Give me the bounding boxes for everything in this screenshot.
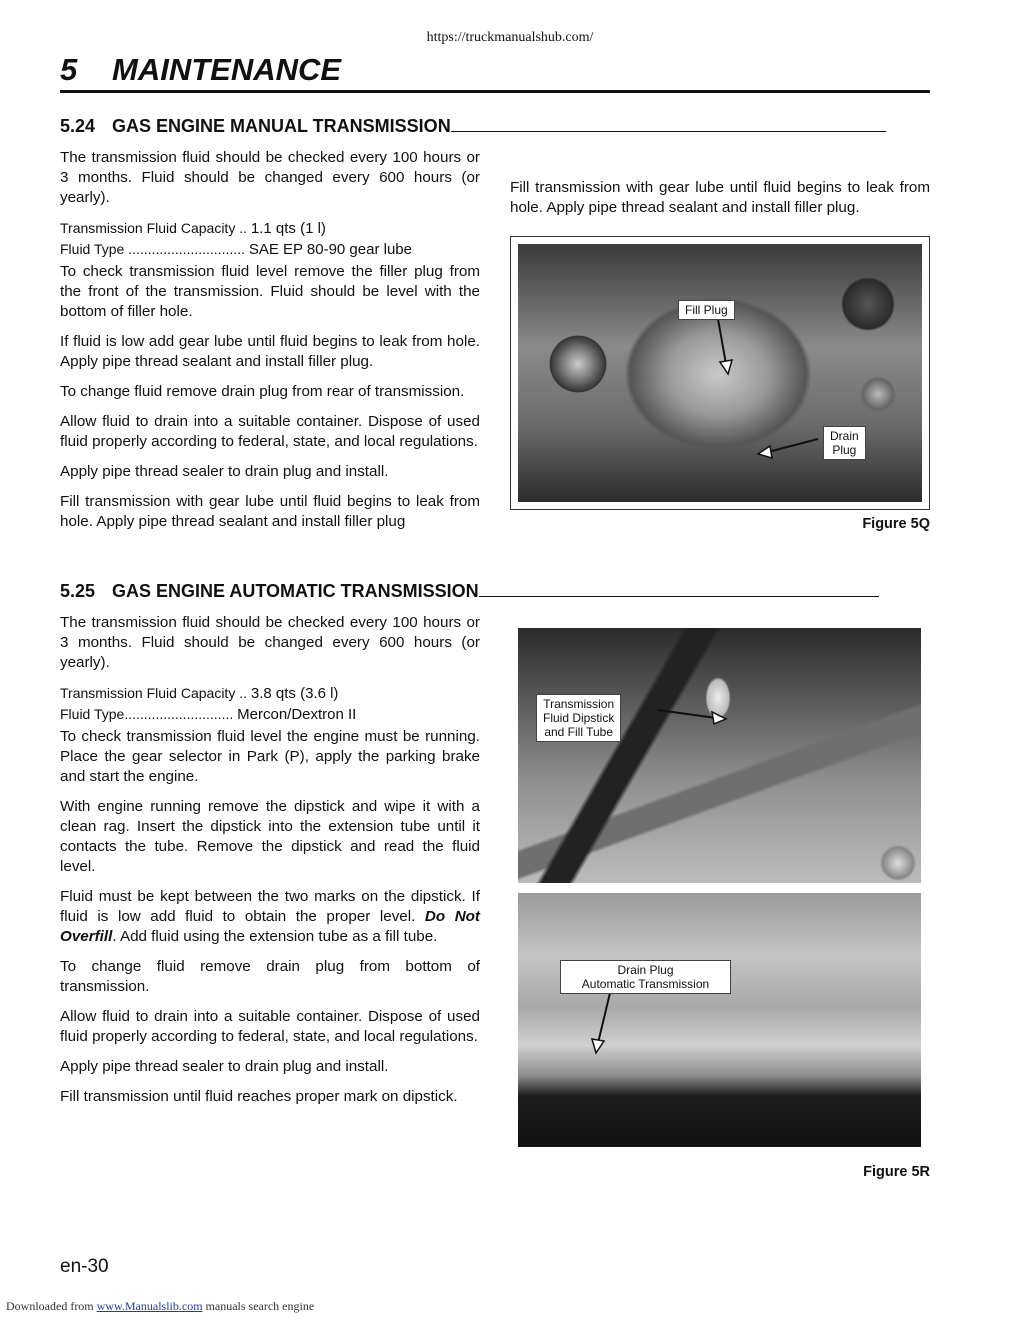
callout-dipstick bbox=[536, 694, 621, 742]
manual-transmission-photo bbox=[518, 244, 922, 502]
callout-drain-plug bbox=[823, 426, 866, 460]
spec-fluid-type bbox=[60, 704, 480, 725]
callout-line: Fluid Dipstick bbox=[543, 711, 615, 725]
text-run: . Add fluid using the extension tube as a fill tube. bbox=[112, 928, 438, 945]
spec-label: Fluid Type .............................. bbox=[60, 241, 245, 257]
emphasis-do-not-overfill: Do Not Overfill bbox=[60, 908, 480, 945]
section-5-24-heading bbox=[60, 116, 886, 137]
callout-line: Automatic Transmission bbox=[581, 977, 710, 991]
spec-label: Transmission Fluid Capacity .. bbox=[60, 220, 247, 236]
spec-fluid-type bbox=[60, 239, 480, 260]
spec-value: 1.1 qts (1 l) bbox=[250, 220, 326, 237]
section-number: 5.24 bbox=[60, 116, 96, 136]
footer-suffix: manuals search engine bbox=[202, 1299, 315, 1313]
callout-drain-plug-automatic bbox=[560, 960, 731, 994]
paragraph: To check transmission fluid level remove the filler plug from the front of the transmission. Fluid should be level with the bottom of filler hole. bbox=[60, 263, 480, 320]
page-number: en-30 bbox=[60, 1256, 109, 1277]
paragraph: To change fluid remove drain plug from rear of transmission. bbox=[60, 383, 465, 400]
section-number: 5.25 bbox=[60, 581, 96, 601]
chapter-title: MAINTENANCE bbox=[112, 52, 342, 87]
paragraph: Fill transmission with gear lube until fluid begins to leak from hole. Apply pipe thread sealant and install filler plug bbox=[60, 493, 480, 530]
paragraph: To check transmission fluid level the engine must be running. Place the gear selector in Park (P), apply the parking brake and start the engine. bbox=[60, 728, 480, 785]
chapter-rule bbox=[60, 90, 930, 93]
header-url: https://truckmanualshub.com/ bbox=[426, 30, 594, 45]
spec-list bbox=[60, 683, 480, 725]
spec-capacity bbox=[60, 683, 480, 704]
figure-5q-frame bbox=[510, 236, 930, 510]
footer-link[interactable]: www.Manualslib.com bbox=[96, 1299, 203, 1313]
figure-5q-caption: Figure 5Q bbox=[862, 516, 930, 532]
section-title: GAS ENGINE MANUAL TRANSMISSION bbox=[112, 116, 451, 136]
chapter-heading bbox=[60, 52, 341, 88]
footer bbox=[6, 1299, 314, 1314]
footer-prefix: Downloaded from bbox=[6, 1299, 97, 1313]
section-title: GAS ENGINE AUTOMATIC TRANSMISSION bbox=[112, 581, 479, 601]
section-5-25-heading bbox=[60, 581, 879, 602]
callout-line: Transmission bbox=[543, 697, 615, 711]
dipstick-photo bbox=[518, 628, 921, 883]
spec-label: Fluid Type............................ bbox=[60, 706, 234, 722]
heading-underline bbox=[479, 582, 879, 597]
figure-5r-top-arrow bbox=[518, 628, 921, 883]
paragraph: The transmission fluid should be checked every 100 hours or 3 months. Fluid should be changed every 600 hours (or yearly). bbox=[60, 149, 480, 206]
spec-value: 3.8 qts (3.6 l) bbox=[250, 685, 339, 702]
spec-value: SAE EP 80-90 gear lube bbox=[248, 241, 412, 258]
paragraph: Apply pipe thread sealer to drain plug and install. bbox=[60, 1058, 389, 1075]
spec-value: Mercon/Dextron II bbox=[237, 706, 357, 723]
paragraph: If fluid is low add gear lube until fluid begins to leak from hole. Apply pipe thread sealant and install filler plug. bbox=[60, 333, 480, 370]
paragraph bbox=[60, 887, 480, 947]
spec-capacity bbox=[60, 218, 480, 239]
section-5-24-body bbox=[60, 148, 480, 542]
paragraph: The transmission fluid should be checked every 100 hours or 3 months. Fluid should be changed every 600 hours (or yearly). bbox=[60, 614, 480, 671]
heading-underline bbox=[451, 117, 886, 132]
callout-line: Drain bbox=[830, 429, 859, 443]
text-run: Fluid must be kept between the two marks on the dipstick. If fluid is low add fluid to obtain the proper level. bbox=[60, 888, 480, 925]
figure-5q-arrows bbox=[518, 244, 922, 502]
paragraph: With engine running remove the dipstick and wipe it with a clean rag. Insert the dipstick into the extension tube until it contacts the tube. Remove the dipstick and read the fluid level. bbox=[60, 798, 480, 875]
chapter-number: 5 bbox=[60, 52, 78, 87]
callout-line: and Fill Tube bbox=[544, 725, 614, 739]
paragraph: Apply pipe thread sealer to drain plug and install. bbox=[60, 463, 389, 480]
spec-list bbox=[60, 218, 480, 260]
figure-5r-bottom-arrow bbox=[518, 893, 921, 1147]
callout-line: Plug bbox=[832, 443, 857, 457]
callout-fill-plug: Fill Plug bbox=[678, 300, 735, 320]
callout-line: Drain Plug bbox=[617, 963, 674, 977]
paragraph: Allow fluid to drain into a suitable container. Dispose of used fluid properly according to federal, state, and local regulations. bbox=[60, 1008, 480, 1045]
drain-plug-photo bbox=[518, 893, 921, 1147]
section-5-25-body bbox=[60, 613, 480, 1117]
paragraph: Fill transmission until fluid reaches proper mark on dipstick. bbox=[60, 1088, 458, 1105]
paragraph: To change fluid remove drain plug from bottom of transmission. bbox=[60, 958, 480, 995]
paragraph: Allow fluid to drain into a suitable container. Dispose of used fluid properly according to federal, state, and local regulations. bbox=[60, 413, 480, 450]
spec-label: Transmission Fluid Capacity .. bbox=[60, 685, 247, 701]
figure-5r-caption: Figure 5R bbox=[863, 1164, 930, 1180]
right-column-text: Fill transmission with gear lube until fluid begins to leak from hole. Apply pipe thread sealant and install filler plug. bbox=[510, 179, 930, 216]
